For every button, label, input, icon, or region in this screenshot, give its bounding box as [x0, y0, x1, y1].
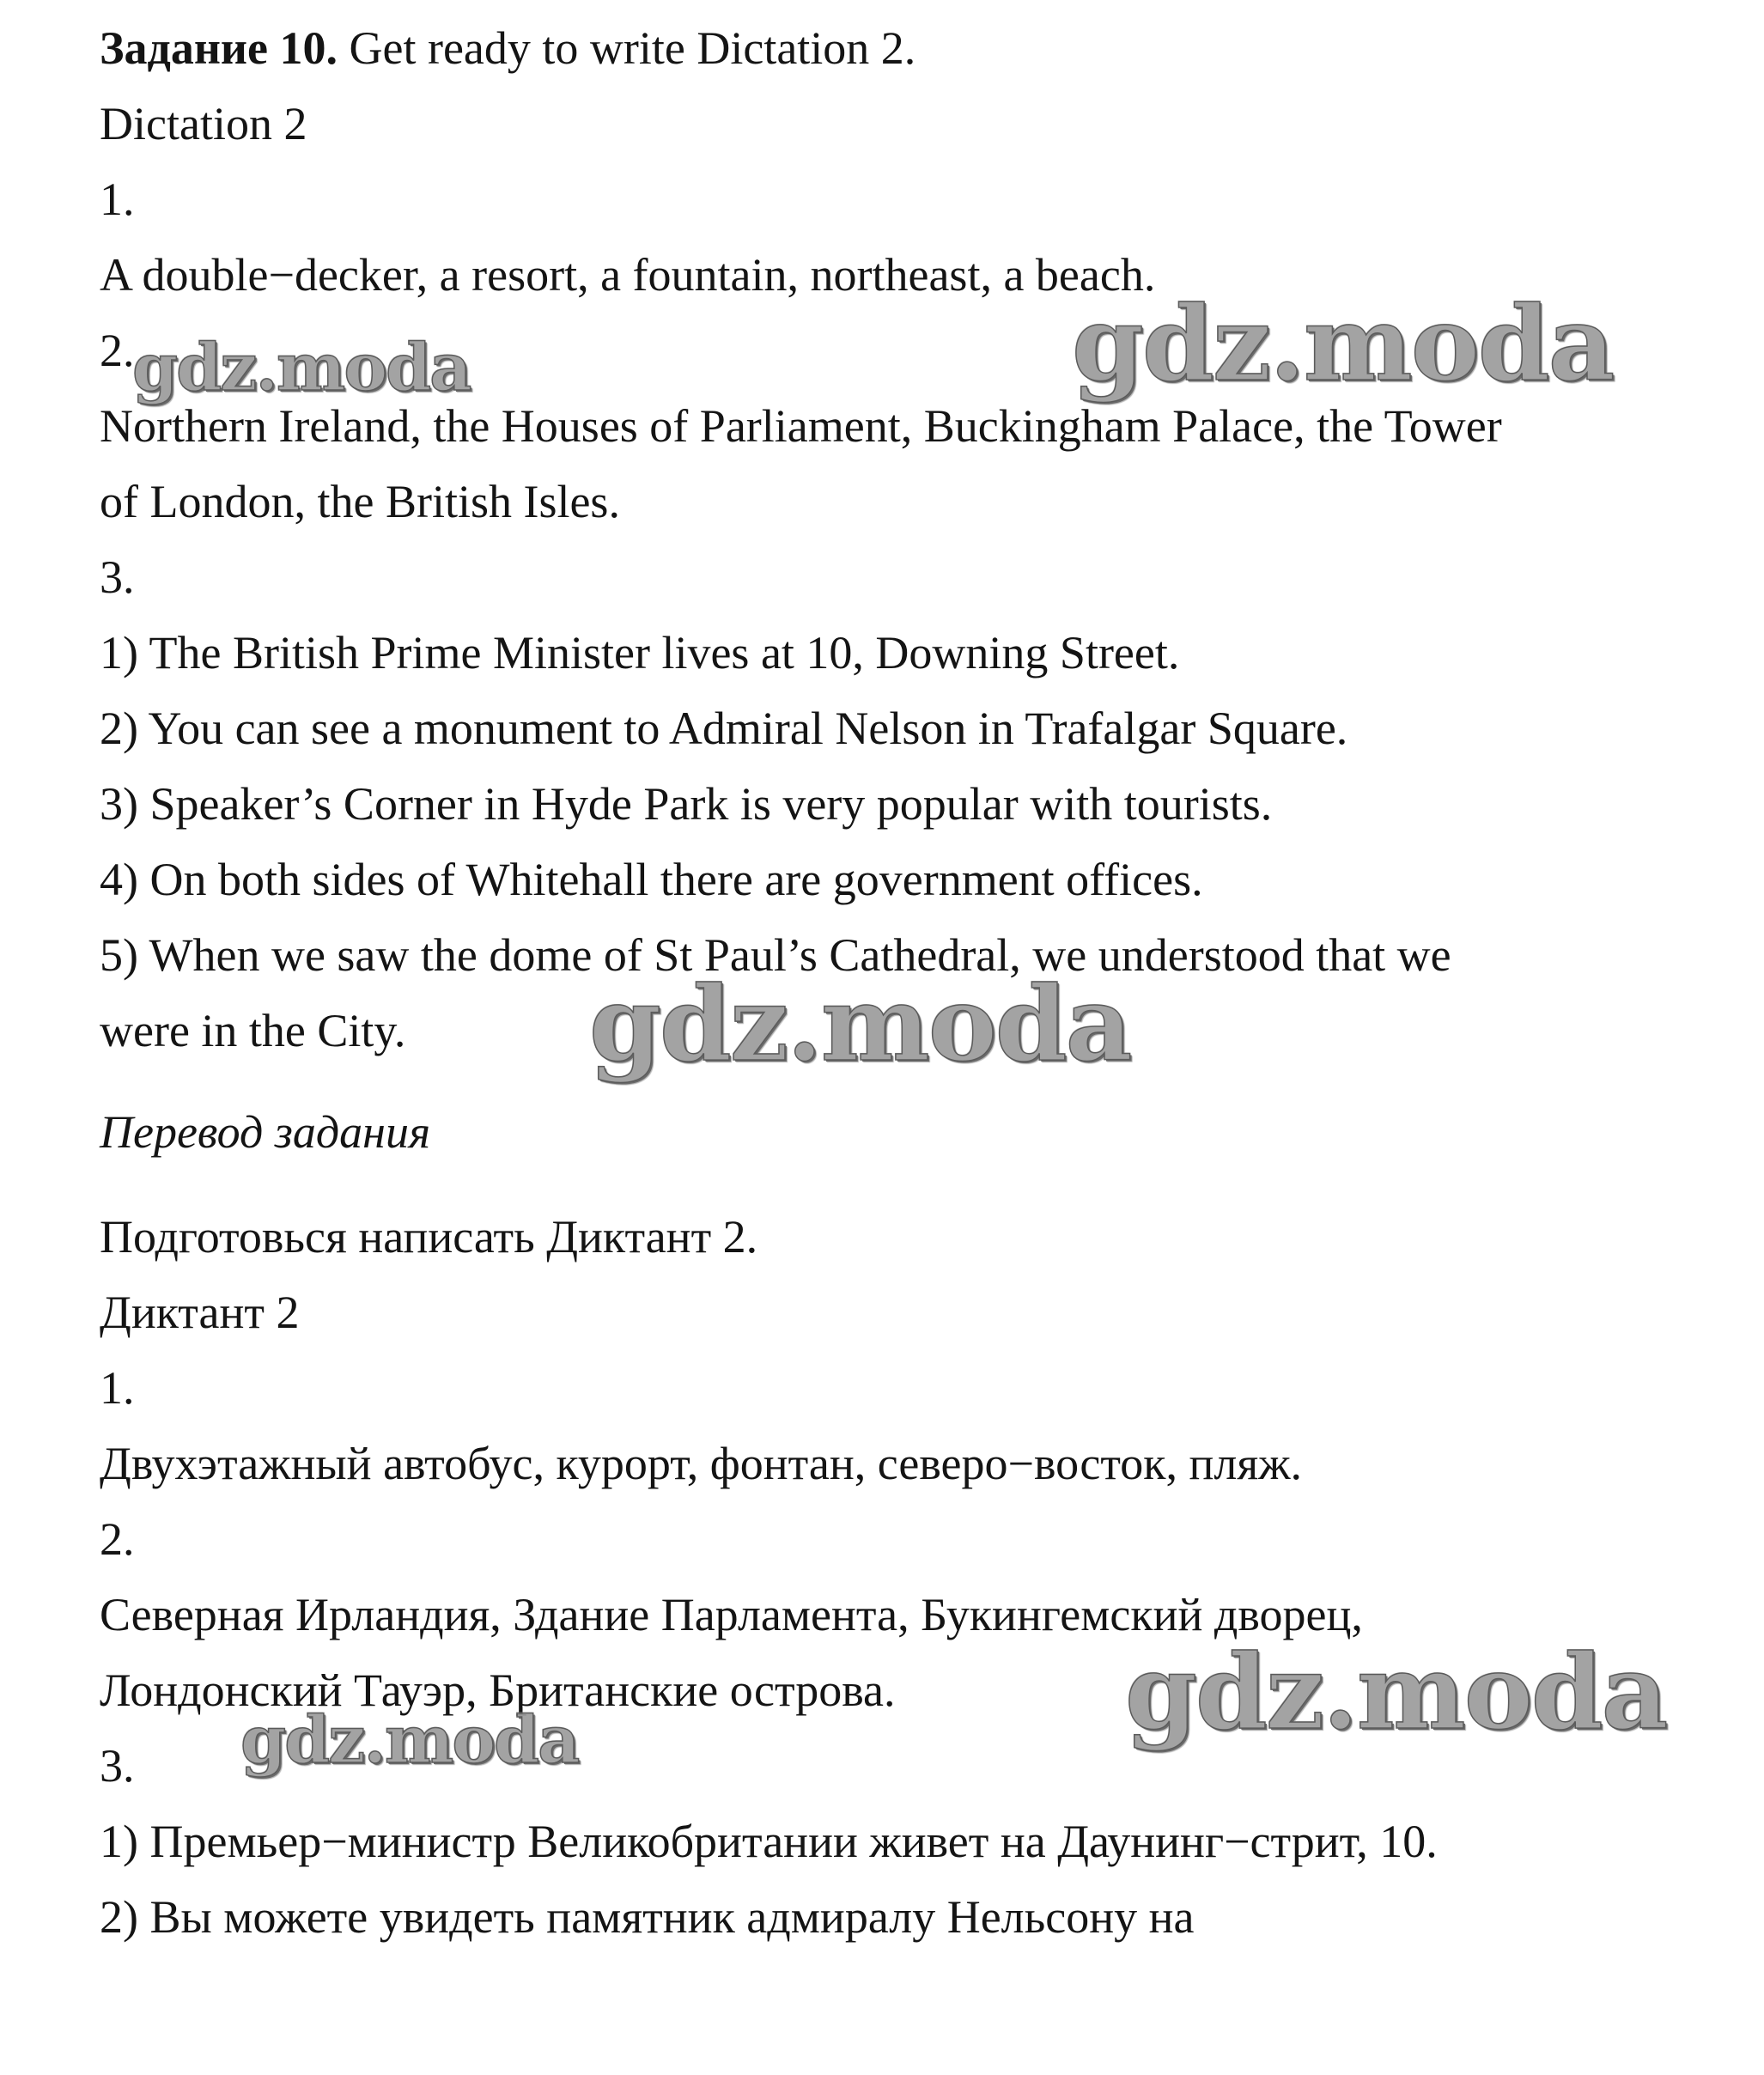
task-header — [100, 22, 915, 74]
translation-part3-number: 3. — [100, 1740, 135, 1792]
translation-part2-line2: Лондонский Тауэр, Британские острова. — [100, 1664, 896, 1716]
watermark: gdz.moda — [1072, 283, 1614, 405]
translation-part1-text: Двухэтажный автобус, курорт, фонтан, северо−восток, пляж. — [100, 1438, 1303, 1489]
part3-sentence-5-line1: 5) When we saw the dome of St Paul’s Cathedral, we understood that we — [100, 929, 1451, 981]
watermark: gdz.moda — [132, 329, 471, 405]
translation-part3-sentence-2: 2) Вы можете увидеть памятник адмиралу Нельсону на — [100, 1891, 1195, 1943]
part1-text: A double−decker, a resort, a fountain, northeast, a beach. — [100, 249, 1156, 301]
translation-part3-sentence-1: 1) Премьер−министр Великобритании живет на Даунинг−стрит, 10. — [100, 1816, 1438, 1867]
dictation-heading: Dictation 2 — [100, 98, 307, 149]
part3-sentence-2: 2) You can see a monument to Admiral Nelson in Trafalgar Square. — [100, 703, 1348, 754]
translation-task: Подготовься написать Диктант 2. — [100, 1211, 758, 1263]
translation-part2-number: 2. — [100, 1513, 135, 1565]
part3-sentence-3: 3) Speaker’s Corner in Hyde Park is very popular with tourists. — [100, 778, 1273, 830]
translation-heading: Диктант 2 — [100, 1287, 300, 1338]
watermark: gdz.moda — [1125, 1632, 1667, 1753]
part2-line1: Northern Ireland, the Houses of Parliament, Buckingham Palace, the Tower — [100, 400, 1502, 452]
watermark: gdz.moda — [589, 964, 1131, 1085]
part3-sentence-1: 1) The British Prime Minister lives at 10, Downing Street. — [100, 627, 1180, 678]
translation-part1-number: 1. — [100, 1362, 135, 1414]
part2-number: 2. — [100, 325, 135, 376]
translation-title: Перевод задания — [100, 1106, 431, 1158]
task-label: Задание 10. — [100, 22, 338, 74]
part3-sentence-4: 4) On both sides of Whitehall there are government offices. — [100, 854, 1203, 905]
part3-sentence-5-line2: were in the City. — [100, 1005, 406, 1056]
part1-number: 1. — [100, 173, 135, 225]
translation-part2-line1: Северная Ирландия, Здание Парламента, Букингемский дворец, — [100, 1589, 1363, 1640]
part2-line2: of London, the British Isles. — [100, 476, 620, 527]
task-text: Get ready to write Dictation 2. — [338, 22, 916, 74]
part3-number: 3. — [100, 551, 135, 603]
watermark: gdz.moda — [240, 1701, 579, 1778]
